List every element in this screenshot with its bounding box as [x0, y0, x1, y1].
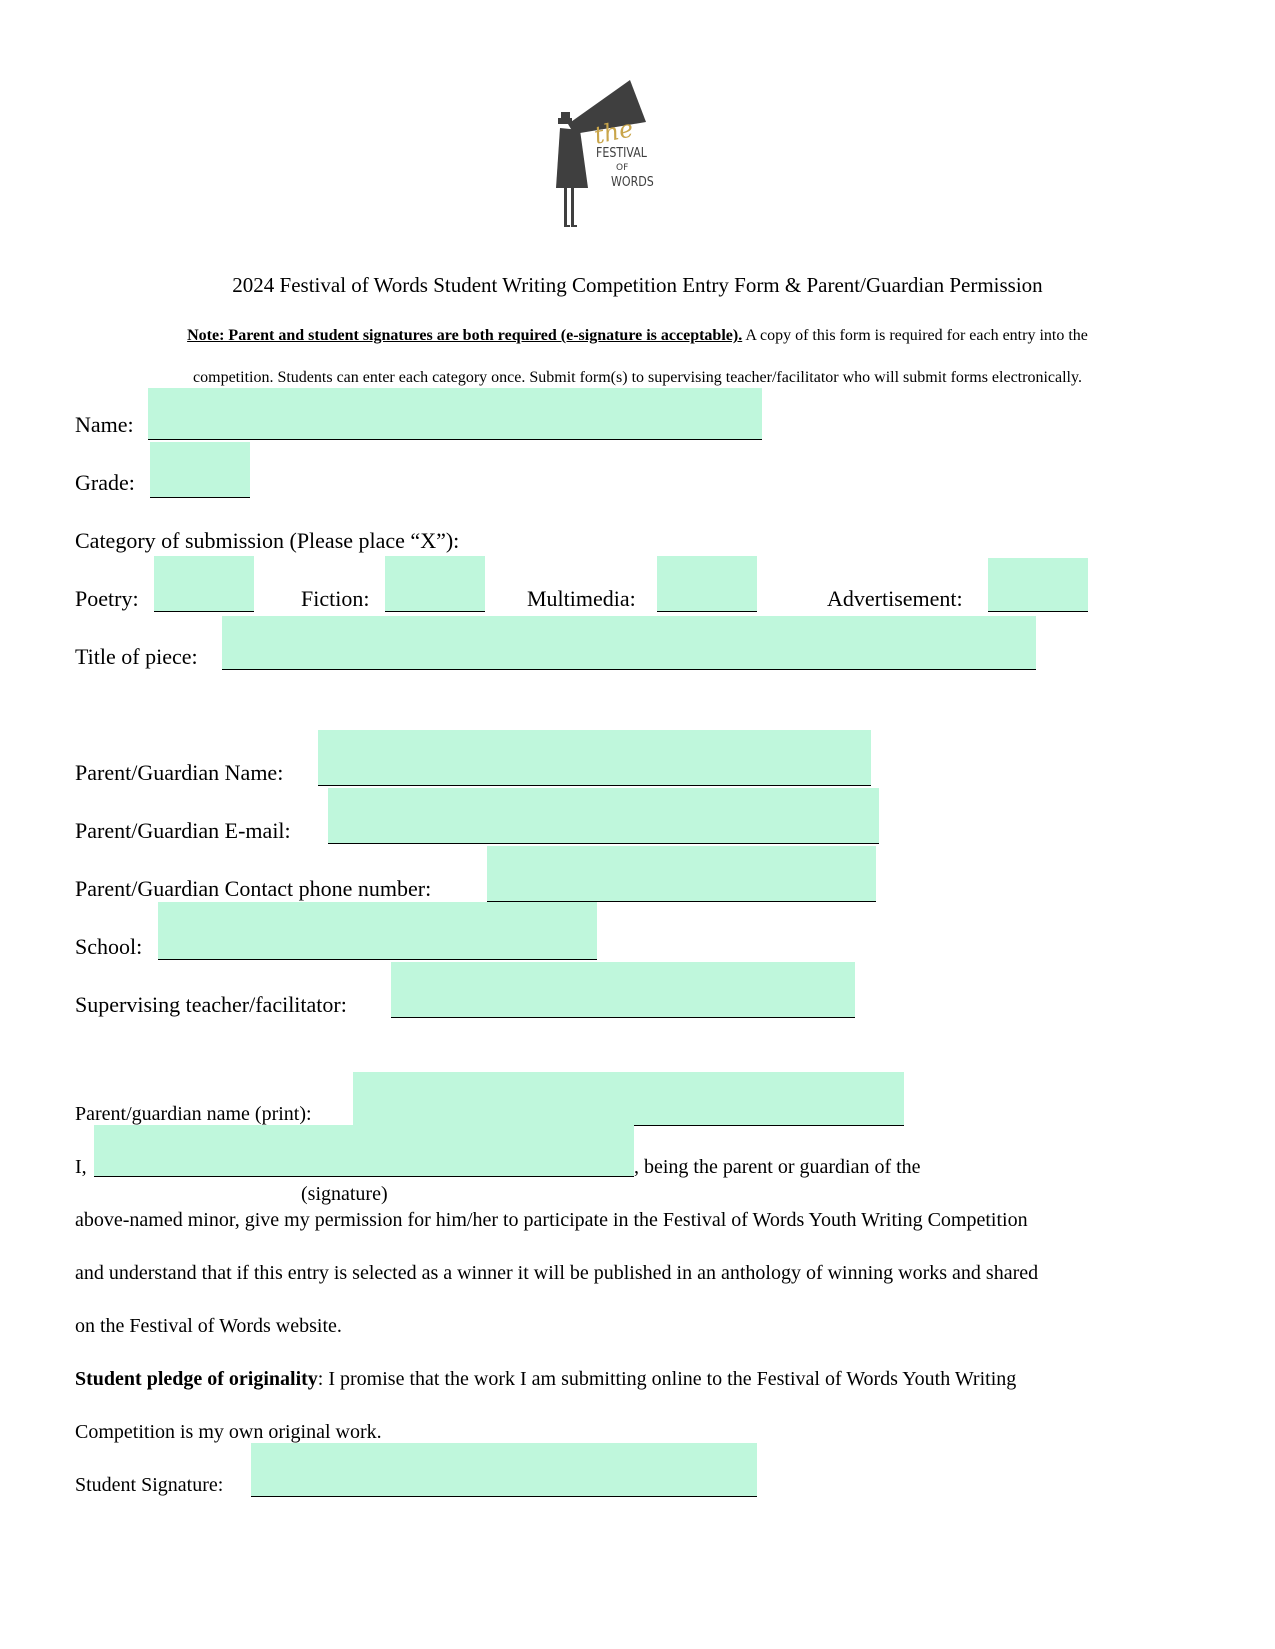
- note-bold: Note: Parent and student signatures are both required (e-signature is acceptable).: [187, 327, 743, 344]
- poetry-input[interactable]: [154, 556, 254, 611]
- student-signature-field[interactable]: [251, 1443, 757, 1497]
- logo-words: WORDS: [611, 175, 654, 190]
- multimedia-field[interactable]: [657, 556, 757, 612]
- pledge-text: : I promise that the work I am submitting online to the Festival of Words Youth Writing: [317, 1368, 1017, 1390]
- pledge-heading: Student pledge of originality: [75, 1368, 318, 1390]
- signature-caption: (signature): [301, 1183, 388, 1205]
- parent-phone-field[interactable]: [487, 846, 876, 902]
- pledge-line-2: Competition is my own original work.: [75, 1421, 382, 1443]
- name-field[interactable]: [148, 388, 762, 440]
- being-parent-text: , being the parent or guardian of the: [634, 1156, 921, 1178]
- advertisement-input[interactable]: [988, 558, 1088, 611]
- teacher-input[interactable]: [391, 962, 855, 1017]
- fiction-field[interactable]: [385, 556, 485, 612]
- title-input[interactable]: [222, 616, 1036, 669]
- teacher-field[interactable]: [391, 962, 855, 1018]
- school-label: School:: [75, 934, 143, 959]
- note-rest: A copy of this form is required for each entry into the: [742, 327, 1088, 344]
- print-name-field[interactable]: [353, 1072, 904, 1126]
- student-signature-input[interactable]: [251, 1443, 757, 1496]
- parent-name-input[interactable]: [318, 730, 871, 785]
- logo-of: OF: [616, 163, 629, 173]
- parent-phone-input[interactable]: [487, 846, 876, 901]
- logo-festival: FESTIVAL: [596, 146, 647, 161]
- advertisement-label: Advertisement:: [827, 586, 963, 611]
- fiction-input[interactable]: [385, 556, 485, 611]
- parent-signature-input[interactable]: [94, 1125, 634, 1176]
- grade-field[interactable]: [150, 442, 250, 498]
- poetry-label: Poetry:: [75, 586, 139, 611]
- fiction-label: Fiction:: [301, 586, 370, 611]
- name-label: Name:: [75, 412, 134, 437]
- advertisement-field[interactable]: [988, 558, 1088, 612]
- poetry-field[interactable]: [154, 556, 254, 612]
- grade-input[interactable]: [150, 442, 250, 497]
- permission-line-3: on the Festival of Words website.: [75, 1315, 342, 1337]
- form-title: 2024 Festival of Words Student Writing Competition Entry Form & Parent/Guardian Permission: [232, 273, 1043, 297]
- parent-email-field[interactable]: [328, 788, 879, 844]
- multimedia-input[interactable]: [657, 556, 757, 611]
- category-label: Category of submission (Please place “X”):: [75, 528, 460, 553]
- parent-signature-field[interactable]: [94, 1125, 634, 1177]
- note-line-2: competition. Students can enter each category once. Submit form(s) to supervising teacher/facilitator who will submit forms electronically.: [193, 369, 1082, 386]
- i-label: I,: [75, 1156, 87, 1178]
- student-signature-label: Student Signature:: [75, 1474, 224, 1496]
- festival-logo: [550, 70, 680, 235]
- school-field[interactable]: [158, 902, 597, 960]
- grade-label: Grade:: [75, 470, 135, 495]
- teacher-label: Supervising teacher/facilitator:: [75, 992, 347, 1017]
- pledge-line-1: [75, 1367, 1016, 1391]
- print-name-input[interactable]: [353, 1072, 904, 1125]
- permission-line-1: above-named minor, give my permission for him/her to participate in the Festival of Words Youth Writing Competition: [75, 1209, 1028, 1231]
- permission-line-2: and understand that if this entry is selected as a winner it will be published in an anthology of winning works and shared: [75, 1262, 1039, 1284]
- note-line-1: [0, 326, 1275, 346]
- parent-email-label: Parent/Guardian E-mail:: [75, 818, 291, 843]
- title-label: Title of piece:: [75, 644, 198, 669]
- parent-phone-label: Parent/Guardian Contact phone number:: [75, 876, 432, 901]
- school-input[interactable]: [158, 902, 597, 959]
- print-name-label: Parent/guardian name (print):: [75, 1103, 312, 1125]
- name-input[interactable]: [148, 388, 762, 439]
- logo-script-word: the: [591, 114, 636, 150]
- multimedia-label: Multimedia:: [527, 586, 636, 611]
- parent-name-field[interactable]: [318, 730, 871, 786]
- parent-name-label: Parent/Guardian Name:: [75, 760, 284, 785]
- title-field[interactable]: [222, 616, 1036, 670]
- parent-email-input[interactable]: [328, 788, 879, 843]
